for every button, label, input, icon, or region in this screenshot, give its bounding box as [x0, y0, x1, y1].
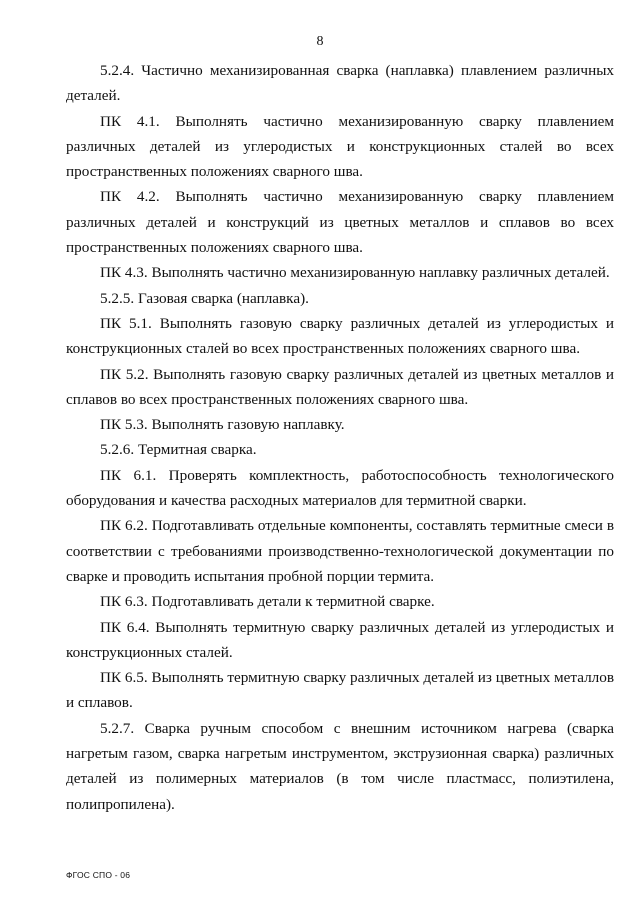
footer-standard-code: ФГОС СПО - 06 — [66, 870, 131, 880]
section-heading-5-2-7: 5.2.7. Сварка ручным способом с внешним источником нагрева (сварка нагретым газом, сварка нагретым инструментом, экструзионная сварка) различных деталей из полимерных материалов (в том числе пластмасс, полиэтилена, полипропилена). — [66, 719, 614, 813]
competency-pk-4-2: ПК 4.2. Выполнять частично механизированную сварку плавлением различных деталей и конструкций из цветных металлов и сплавов во всех пространственных положениях сварного шва. — [66, 188, 614, 257]
competency-pk-6-5: ПК 6.5. Выполнять термитную сварку различных деталей из цветных металлов и сплавов. — [66, 669, 614, 712]
section-heading-5-2-4: 5.2.4. Частично механизированная сварка (наплавка) плавлением различных деталей. — [66, 62, 614, 105]
document-body — [66, 58, 614, 817]
competency-pk-4-3: ПК 4.3. Выполнять частично механизированную наплавку различных деталей. — [100, 264, 610, 282]
section-heading-5-2-6: 5.2.6. Термитная сварка. — [100, 441, 257, 459]
competency-pk-6-2: ПК 6.2. Подготавливать отдельные компоненты, составлять термитные смеси в соответствии с требованиями производственно-технологической документации по сварке и проводить испытания пробной порции термита. — [66, 517, 614, 585]
section-heading-5-2-5: 5.2.5. Газовая сварка (наплавка). — [100, 289, 309, 307]
competency-pk-6-1: ПК 6.1. Проверять комплектность, работоспособность технологического оборудования и качества расходных материалов для термитной сварки. — [66, 466, 614, 510]
competency-pk-5-3: ПК 5.3. Выполнять газовую наплавку. — [100, 416, 345, 434]
competency-pk-5-1: ПК 5.1. Выполнять газовую сварку различных деталей из углеродистых и конструкционных сталей во всех пространственных положениях сварного шва. — [66, 314, 614, 358]
competency-pk-6-4: ПК 6.4. Выполнять термитную сварку различных деталей из углеродистых и конструкционных сталей. — [66, 618, 614, 661]
competency-pk-5-2: ПК 5.2. Выполнять газовую сварку различных деталей из цветных металлов и сплавов во всех пространственных положениях сварного шва. — [66, 365, 614, 408]
page-number: 8 — [316, 34, 324, 49]
competency-pk-4-1: ПК 4.1. Выполнять частично механизированную сварку плавлением различных деталей из углеродистых и конструкционных сталей во всех пространственных положениях сварного шва. — [66, 112, 614, 181]
competency-pk-6-3: ПК 6.3. Подготавливать детали к термитной сварке. — [100, 593, 435, 611]
